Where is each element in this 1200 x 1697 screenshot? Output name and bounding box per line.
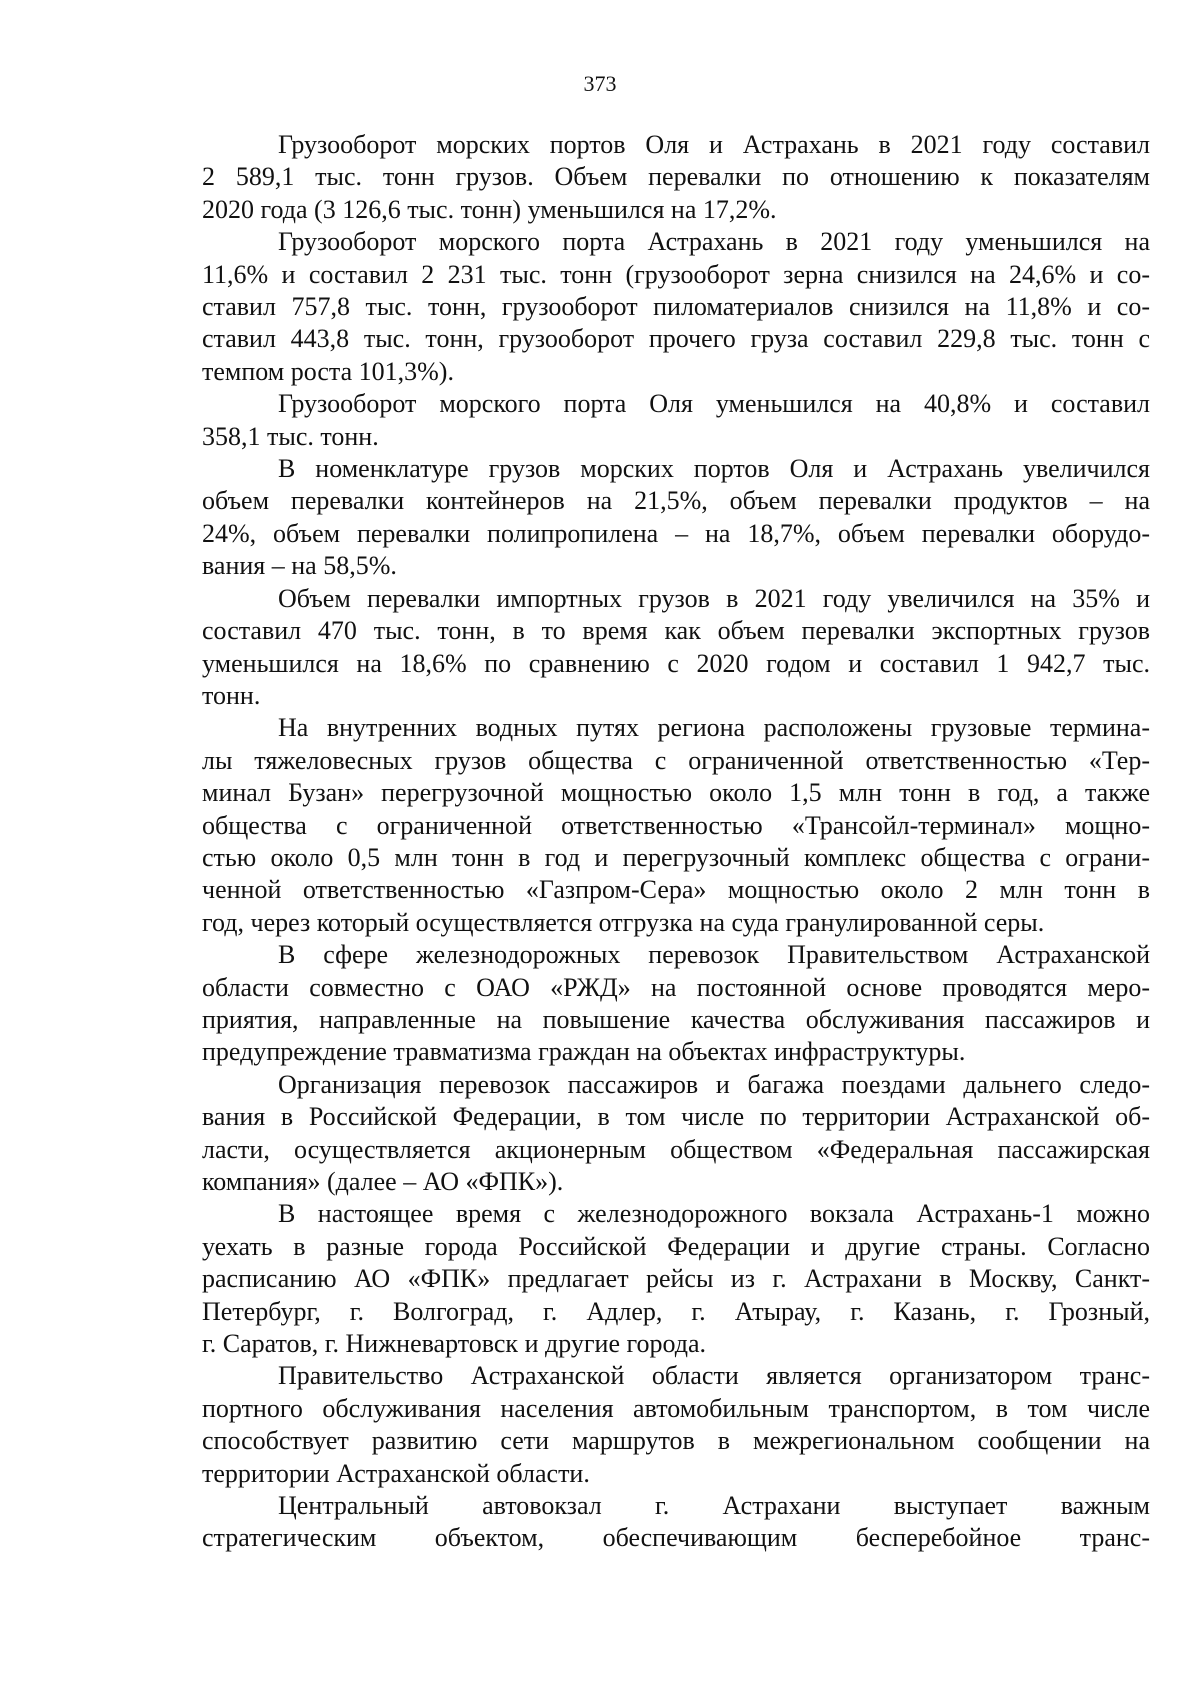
text-line: темпом роста 101,3%). <box>202 356 454 386</box>
paragraph <box>202 453 1150 583</box>
text-line: предупреждение травматизма граждан на объектах инфраструктуры. <box>202 1037 966 1067</box>
text-line: уехать в разные города Российской Федерации и другие страны. Согласно <box>202 1231 1150 1261</box>
text-line: 24%, объем перевалки полипропилена – на 18,7%, объем перевалки оборудо- <box>202 518 1150 548</box>
text-line: ставил 443,8 тыс. тонн, грузооборот прочего груза составил 229,8 тыс. тонн с <box>202 324 1150 354</box>
paragraph <box>202 583 1150 713</box>
text-line: минал Бузан» перегрузочной мощностью около 1,5 млн тонн в год, а также <box>202 778 1150 808</box>
page-number: 373 <box>583 71 617 96</box>
text-line: Правительство Астраханской области является организатором транс- <box>278 1361 1150 1391</box>
paragraph <box>202 1490 1150 1555</box>
paragraph <box>202 939 1150 1069</box>
text-line: В номенклатуре грузов морских портов Оля и Астрахань увеличился <box>278 454 1150 484</box>
text-line: ласти, осуществляется акционерным обществом «Федеральная пассажирская <box>202 1134 1150 1164</box>
text-line: 358,1 тыс. тонн. <box>202 421 379 451</box>
text-line: Объем перевалки импортных грузов в 2021 году увеличился на 35% и <box>278 583 1150 613</box>
text-line: стратегическим объектом, обеспечивающим бесперебойное транс- <box>202 1523 1150 1553</box>
text-line: компания» (далее – АО «ФПК»). <box>202 1167 564 1196</box>
text-line: общества с ограниченной ответственностью «Трансойл-терминал» мощно- <box>202 810 1150 840</box>
body-text <box>202 129 1150 1555</box>
text-line: расписанию АО «ФПК» предлагает рейсы из г. Астрахани в Москву, Санкт- <box>202 1264 1150 1294</box>
text-line: г. Саратов, г. Нижневартовск и другие города. <box>202 1329 707 1359</box>
text-line: В сфере железнодорожных перевозок Правительством Астраханской <box>278 940 1150 970</box>
paragraph <box>202 226 1150 388</box>
text-line: 2 589,1 тыс. тонн грузов. Объем перевалки по отношению к показателям <box>202 162 1150 192</box>
text-line: Организация перевозок пассажиров и багажа поездами дальнего следо- <box>278 1069 1150 1099</box>
paragraph <box>202 1069 1150 1199</box>
text-line: Грузооборот морских портов Оля и Астрахань в 2021 году составил <box>278 130 1150 159</box>
text-line: составил 470 тыс. тонн, в то время как объем перевалки экспортных грузов <box>202 616 1150 646</box>
text-line: Грузооборот морского порта Астрахань в 2021 году уменьшился на <box>278 227 1150 257</box>
text-line: стью около 0,5 млн тонн в год и перегрузочный комплекс общества с ограни- <box>202 842 1150 872</box>
text-line: объем перевалки контейнеров на 21,5%, объем перевалки продуктов – на <box>202 486 1150 516</box>
text-line: тонн. <box>202 680 261 710</box>
text-line: Петербург, г. Волгоград, г. Адлер, г. Атырау, г. Казань, г. Грозный, <box>202 1296 1150 1326</box>
text-line: Грузооборот морского порта Оля уменьшился на 40,8% и составил <box>278 389 1150 419</box>
paragraph <box>202 712 1150 939</box>
text-line: способствует развитию сети маршрутов в межрегиональном сообщении на <box>202 1426 1150 1456</box>
text-line: уменьшился на 18,6% по сравнению с 2020 годом и составил 1 942,7 тыс. <box>202 648 1150 678</box>
text-line: вания – на 58,5%. <box>202 551 397 581</box>
paragraph <box>202 1198 1150 1360</box>
text-line: области совместно с ОАО «РЖД» на постоянной основе проводятся меро- <box>202 972 1150 1002</box>
paragraph <box>202 388 1150 453</box>
text-line: 2020 года (3 126,6 тыс. тонн) уменьшился на 17,2%. <box>202 194 777 224</box>
text-line: лы тяжеловесных грузов общества с ограниченной ответственностью «Тер- <box>202 745 1150 775</box>
text-line: год, через который осуществляется отгрузка на суда гранулированной серы. <box>202 907 1045 937</box>
text-line: На внутренних водных путях региона расположены грузовые термина- <box>278 713 1150 743</box>
text-line: 11,6% и составил 2 231 тыс. тонн (грузооборот зерна снизился на 24,6% и со- <box>202 259 1150 289</box>
text-line: портного обслуживания населения автомобильным транспортом, в том числе <box>202 1393 1150 1423</box>
text-line: Центральный автовокзал г. Астрахани выступает важным <box>278 1491 1150 1521</box>
text-line: территории Астраханской области. <box>202 1458 590 1488</box>
text-line: ставил 757,8 тыс. тонн, грузооборот пиломатериалов снизился на 11,8% и со- <box>202 292 1150 322</box>
paragraph <box>202 129 1150 226</box>
text-line: ченной ответственностью «Газпром-Сера» мощностью около 2 млн тонн в <box>202 875 1150 905</box>
text-line: В настоящее время с железнодорожного вокзала Астрахань-1 можно <box>278 1199 1150 1229</box>
text-line: вания в Российской Федерации, в том числе по территории Астраханской об- <box>202 1102 1150 1132</box>
text-line: приятия, направленные на повышение качества обслуживания пассажиров и <box>202 1004 1150 1034</box>
paragraph <box>202 1360 1150 1490</box>
